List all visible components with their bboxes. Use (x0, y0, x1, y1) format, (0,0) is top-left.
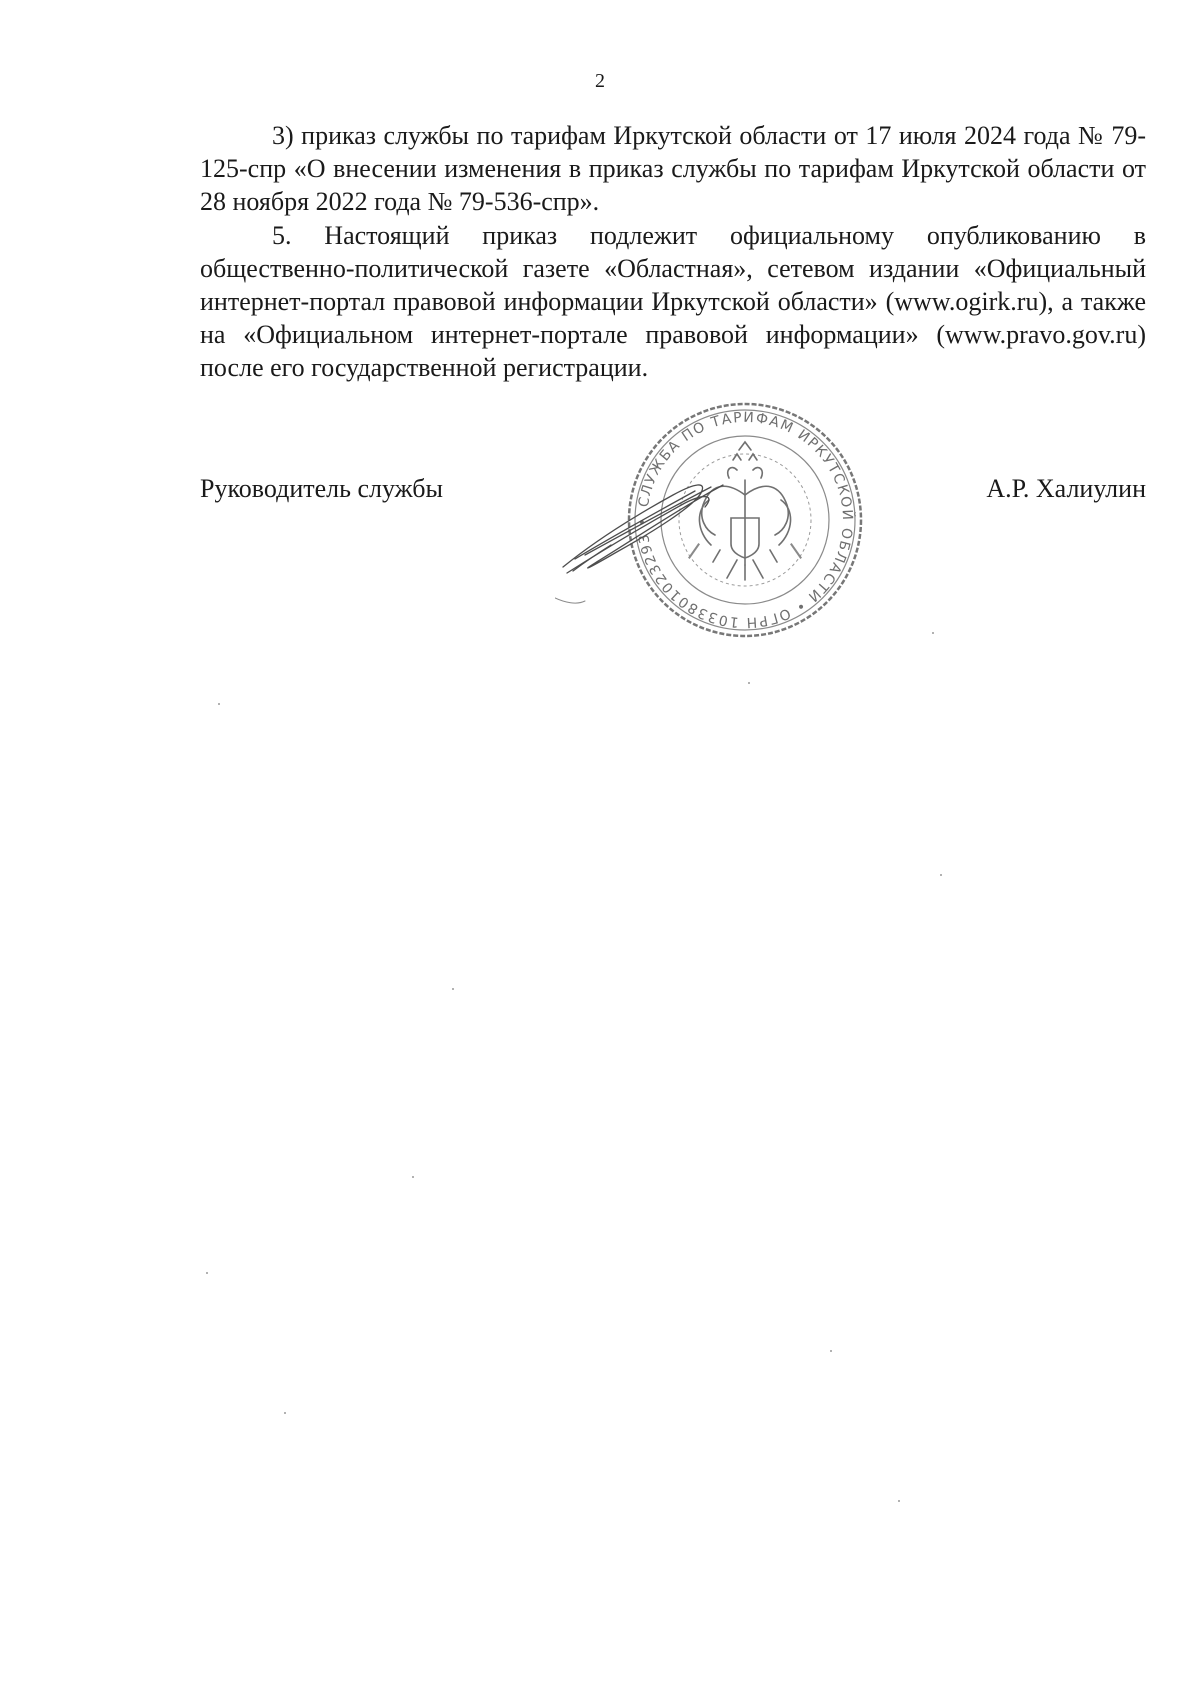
scan-speck (830, 1350, 832, 1352)
signatory-name: А.Р. Халиулин (986, 474, 1146, 503)
paragraph-item-3: 3) приказ службы по тарифам Иркутской области от 17 июля 2024 года № 79-125-спр «О внесении изменения в приказ службы по тарифам Иркутской области от 28 ноября 2022 года № 79-536-спр». (200, 121, 1146, 216)
handwritten-signature (555, 455, 795, 615)
scan-speck (206, 1272, 208, 1274)
scan-speck (932, 632, 934, 634)
paragraph-item-5: 5. Настоящий приказ подлежит официальному опубликованию в общественно-политической газете «Областная», сетевом издании «Официальный интернет-портал правовой информации Иркутской области» (www.ogirk.ru), а также на «Официальном интернет-портале правовой информации» (www.pravo.gov.ru) после его государственной регистрации. (200, 221, 1146, 382)
scan-speck (452, 988, 454, 990)
scan-speck (898, 1500, 900, 1502)
svg-text:СЛУЖБА ПО ТАРИФАМ ИРКУТСКОЙ ОБ: СЛУЖБА ПО ТАРИФАМ ИРКУТСКОЙ ОБЛАСТИ • ОГРН 1033801023293 • (634, 409, 856, 631)
scan-speck (218, 703, 220, 705)
scan-speck (940, 874, 942, 876)
scan-speck (412, 1176, 414, 1178)
page-number: 2 (595, 70, 605, 92)
scan-speck (284, 1412, 286, 1414)
scan-speck (748, 682, 750, 684)
signatory-role: Руководитель службы (200, 474, 443, 503)
